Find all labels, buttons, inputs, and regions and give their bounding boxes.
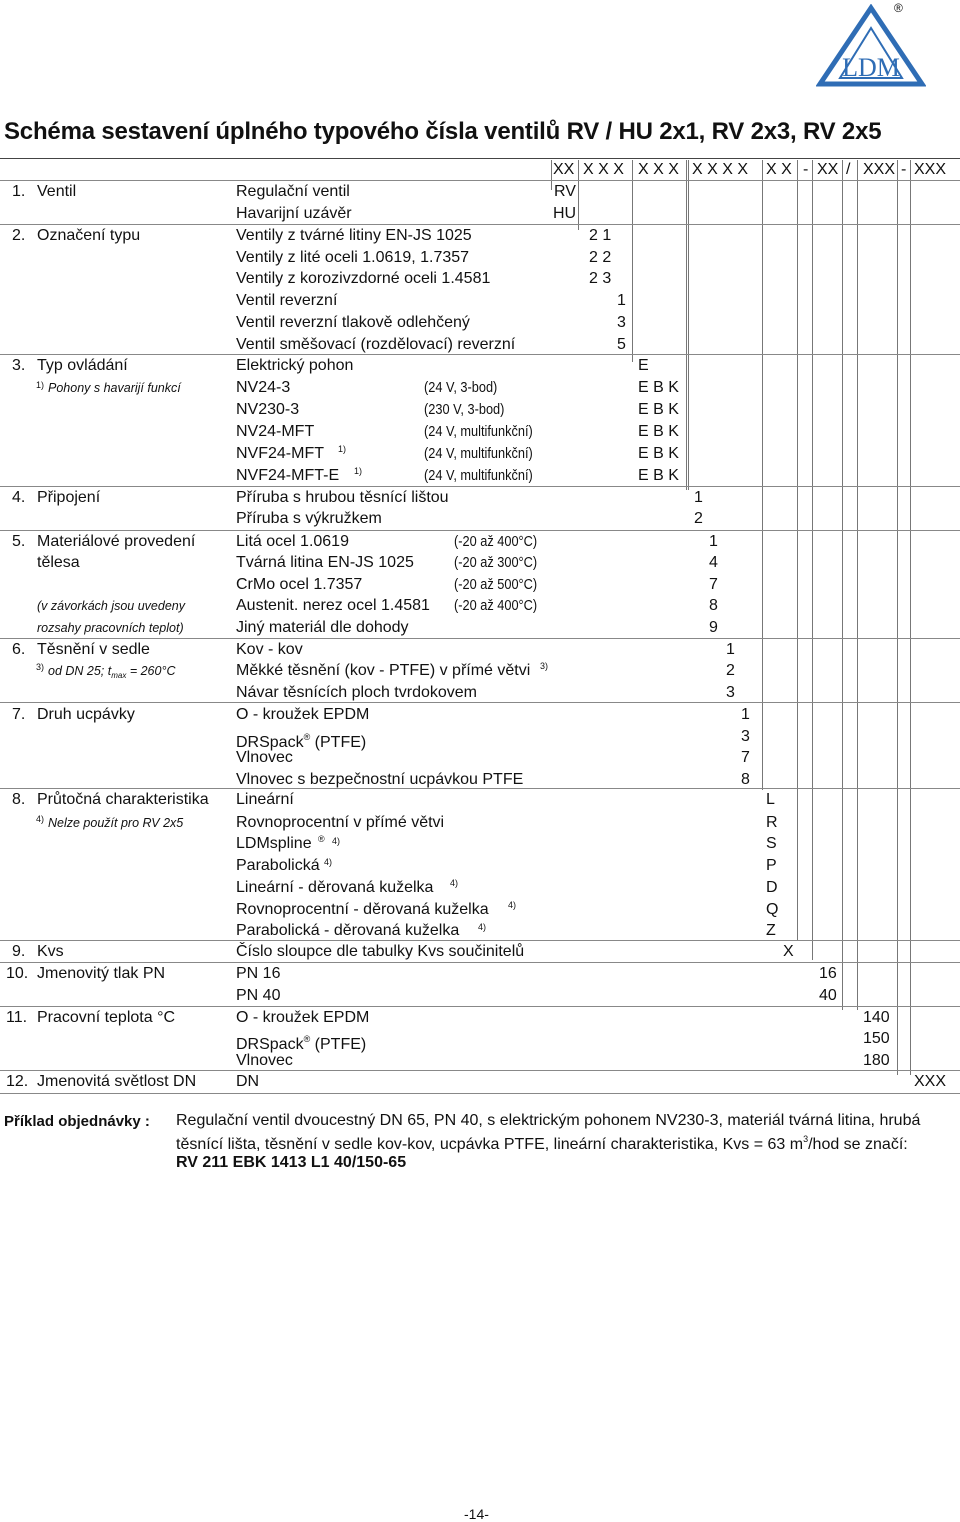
row-desc: Elektrický pohon xyxy=(236,357,354,374)
footnote-marker: 4) xyxy=(324,857,333,867)
row-spec: (-20 až 300°C) xyxy=(454,555,538,571)
row-spec: (24 V, multifunkční) xyxy=(424,446,533,462)
section-9-label: Kvs xyxy=(37,943,64,960)
footnote-marker: 1) xyxy=(338,444,347,454)
row-desc: Kov - kov xyxy=(236,641,303,658)
row-desc: Litá ocel 1.0619 xyxy=(236,533,349,550)
row-desc: Příruba s výkružkem xyxy=(236,510,382,527)
row-desc: O - kroužek EPDM xyxy=(236,706,370,723)
section-5-label: Materiálové provedení xyxy=(37,533,196,550)
section-2-num: 2. xyxy=(12,227,26,244)
row-code: 9 xyxy=(709,619,718,636)
footnote-marker: 4) xyxy=(478,922,487,932)
row-code: 1 xyxy=(694,489,703,506)
row-code: HU xyxy=(553,205,577,222)
section-5-note-1: (v závorkách jsou uvedeny xyxy=(37,599,185,613)
row-code: E B K xyxy=(638,401,679,418)
section-6-note: od DN 25; $t_{max} = 260^\circ C$ xyxy=(48,664,176,680)
row-code: R xyxy=(766,814,778,831)
row-spec: (-20 až 400°C) xyxy=(454,534,538,550)
row-desc: Regulační ventil xyxy=(236,183,350,200)
row-code: 140 xyxy=(863,1009,890,1026)
footnote-marker: ® xyxy=(318,834,325,844)
row-code: 1 xyxy=(709,533,718,550)
row-code: XXX xyxy=(914,1073,947,1090)
row-desc: Ventil reverzní tlakově odlehčený xyxy=(236,314,470,331)
header-code: X X X xyxy=(583,161,624,178)
row-spec: (24 V, multifunkční) xyxy=(424,468,533,484)
row-spec: (-20 až 400°C) xyxy=(454,598,538,614)
page-title: Schéma sestavení úplného typového čísla ventilů RV / HU 2x1, RV 2x3, RV 2x5 xyxy=(4,118,882,145)
row-desc: NV230-3 xyxy=(236,401,300,418)
page-number: -14- xyxy=(464,1506,489,1522)
row-code: 8 xyxy=(709,597,718,614)
row-desc: Ventil reverzní xyxy=(236,292,338,309)
footnote-marker: 4) xyxy=(508,900,517,910)
row-code: Z xyxy=(766,922,776,939)
section-8-label: Průtočná charakteristika xyxy=(37,791,209,808)
row-code: 2 xyxy=(726,662,735,679)
section-7-label: Druh ucpávky xyxy=(37,706,135,723)
logo-text: LDM xyxy=(842,53,900,82)
row-code: E B K xyxy=(638,467,679,484)
ldm-logo xyxy=(816,1,926,88)
footnote-marker: 4) xyxy=(450,878,459,888)
row-code: 3 xyxy=(741,728,750,745)
section-11-num: 11. xyxy=(6,1009,28,1026)
footnote-marker: 3) xyxy=(36,662,45,672)
row-code: 7 xyxy=(709,576,718,593)
footnote-marker: 1) xyxy=(36,380,45,390)
row-desc: Lineární xyxy=(236,791,294,808)
row-desc: Tvárná litina EN-JS 1025 xyxy=(236,554,414,571)
row-spec: (230 V, 3-bod) xyxy=(424,402,505,418)
row-code: 40 xyxy=(819,987,837,1004)
row-desc: Ventil směšovací (rozdělovací) reverzní xyxy=(236,336,516,353)
row-desc: Vlnovec s bezpečnostní ucpávkou PTFE xyxy=(236,771,524,788)
row-spec: (24 V, multifunkční) xyxy=(424,424,533,440)
row-desc: Měkké těsnění (kov - PTFE) v přímé větvi xyxy=(236,662,531,679)
row-code: 2 2 xyxy=(589,249,612,266)
row-desc: O - kroužek EPDM xyxy=(236,1009,370,1026)
section-2-label: Označení typu xyxy=(37,227,141,244)
row-desc: Parabolická xyxy=(236,857,320,874)
row-code: 2 xyxy=(694,510,703,527)
footnote-marker: 1) xyxy=(354,466,363,476)
row-desc: DRSpack® (PTFE) xyxy=(236,732,367,751)
row-code: 16 xyxy=(819,965,837,982)
row-desc: Číslo sloupce dle tabulky Kvs součinitelů xyxy=(236,943,525,960)
row-desc: Jiný materiál dle dohody xyxy=(236,619,409,636)
row-spec: (24 V, 3-bod) xyxy=(424,380,498,396)
section-12-label: Jmenovitá světlost DN xyxy=(37,1073,197,1090)
row-code: X xyxy=(783,943,794,960)
row-desc: Rovnoprocentní v přímé větvi xyxy=(236,814,445,831)
section-6-label: Těsnění v sedle xyxy=(37,641,150,658)
example-text: Regulační ventil dvoucestný DN 65, PN 40, s elektrickým pohonem NV230-3, materiál tvárná litina, hrubá těsnící lišta, těsnění v sedle kov-kov, ucpávka PTFE, lineární charakteristika, Kvs = 63 $m^3$/hod se značí: RV 211 EBK 1413 L1 40/150-65 xyxy=(176,1112,921,1171)
section-5-label-line2: tělesa xyxy=(37,554,80,571)
row-code: 1 xyxy=(617,292,626,309)
section-8-num: 8. xyxy=(12,791,26,808)
footnote-marker: 4) xyxy=(332,836,341,846)
row-code: 8 xyxy=(741,771,750,788)
row-code: 3 xyxy=(617,314,626,331)
row-desc: Havarijní uzávěr xyxy=(236,205,352,222)
row-code: 3 xyxy=(726,684,735,701)
section-9-num: 9. xyxy=(12,943,26,960)
row-code: 180 xyxy=(863,1052,890,1069)
row-code: S xyxy=(766,835,777,852)
header-code: X X xyxy=(766,161,792,178)
row-code: 2 3 xyxy=(589,270,612,287)
row-code: E xyxy=(638,357,649,374)
header-code: XXX xyxy=(863,161,896,178)
row-spec: (-20 až 500°C) xyxy=(454,577,538,593)
section-5-note-2: rozsahy pracovních teplot) xyxy=(37,621,184,635)
row-code: L xyxy=(766,791,775,808)
section-4-num: 4. xyxy=(12,489,26,506)
header-code: XX xyxy=(817,161,839,178)
row-desc: Parabolická - děrovaná kuželka xyxy=(236,922,460,939)
row-code: Q xyxy=(766,901,779,918)
row-desc: Návar těsnících ploch tvrdokovem xyxy=(236,684,477,701)
section-4-label: Připojení xyxy=(37,489,101,506)
footnote-marker: 3) xyxy=(540,661,549,671)
section-12-num: 12. xyxy=(6,1073,29,1090)
row-code: P xyxy=(766,857,777,874)
row-code: D xyxy=(766,879,778,896)
row-code: E B K xyxy=(638,423,679,440)
header-code: X X X X xyxy=(692,161,749,178)
row-code: 2 1 xyxy=(589,227,612,244)
header-code: XXX xyxy=(914,161,947,178)
row-desc: Ventily z tvárné litiny EN-JS 1025 xyxy=(236,227,472,244)
row-desc: PN 40 xyxy=(236,987,281,1004)
example-code: RV 211 EBK 1413 L1 40/150-65 xyxy=(176,1154,407,1171)
section-1-num: 1. xyxy=(12,183,26,200)
section-3-num: 3. xyxy=(12,357,26,374)
header-code: / xyxy=(846,161,851,178)
row-desc: Vlnovec xyxy=(236,749,293,766)
section-3-label: Typ ovládání xyxy=(37,357,128,374)
row-desc: Ventily z korozivzdorné oceli 1.4581 xyxy=(236,270,491,287)
row-code: E B K xyxy=(638,379,679,396)
row-desc: Ventily z lité oceli 1.0619, 1.7357 xyxy=(236,249,470,266)
row-desc: Vlnovec xyxy=(236,1052,293,1069)
section-1-label: Ventil xyxy=(37,183,77,200)
row-desc: Austenit. nerez ocel 1.4581 xyxy=(236,597,430,614)
section-10-num: 10. xyxy=(6,965,29,982)
row-desc: DRSpack® (PTFE) xyxy=(236,1034,367,1053)
row-desc: PN 16 xyxy=(236,965,281,982)
header-code: XX xyxy=(553,161,575,178)
row-desc: NV24-3 xyxy=(236,379,291,396)
row-desc: LDMspline xyxy=(236,835,312,852)
footnote-marker: 4) xyxy=(36,814,45,824)
header-top-rule xyxy=(0,158,960,159)
section-3-note: Pohony s havarijí funkcí xyxy=(48,381,181,395)
row-desc: Lineární - děrovaná kuželka xyxy=(236,879,434,896)
row-code: 1 xyxy=(726,641,735,658)
row-code: RV xyxy=(554,183,576,200)
section-8-note: Nelze použít pro RV 2x5 xyxy=(48,816,184,830)
section-6-num: 6. xyxy=(12,641,26,658)
row-code: 150 xyxy=(863,1030,890,1047)
row-code: 5 xyxy=(617,336,626,353)
row-desc: NVF24-MFT-E xyxy=(236,467,340,484)
row-desc: NVF24-MFT xyxy=(236,445,324,462)
row-code: 4 xyxy=(709,554,718,571)
header-code: - xyxy=(803,161,809,178)
section-5-num: 5. xyxy=(12,533,26,550)
row-code: E B K xyxy=(638,445,679,462)
row-code: 1 xyxy=(741,706,750,723)
section-10-label: Jmenovitý tlak PN xyxy=(37,965,166,982)
row-desc: CrMo ocel 1.7357 xyxy=(236,576,363,593)
section-11-label: Pracovní teplota °C xyxy=(37,1009,176,1026)
registered-mark: ® xyxy=(894,1,903,15)
row-desc: DN xyxy=(236,1073,260,1090)
row-code: 7 xyxy=(741,749,750,766)
row-desc: Příruba s hrubou těsnící lištou xyxy=(236,489,449,506)
header-code: - xyxy=(901,161,907,178)
row-desc: NV24-MFT xyxy=(236,423,315,440)
row-desc: Rovnoprocentní - děrovaná kuželka xyxy=(236,901,489,918)
example-label: Příklad objednávky : xyxy=(4,1113,150,1130)
section-7-num: 7. xyxy=(12,706,26,723)
header-code: X X X xyxy=(638,161,679,178)
